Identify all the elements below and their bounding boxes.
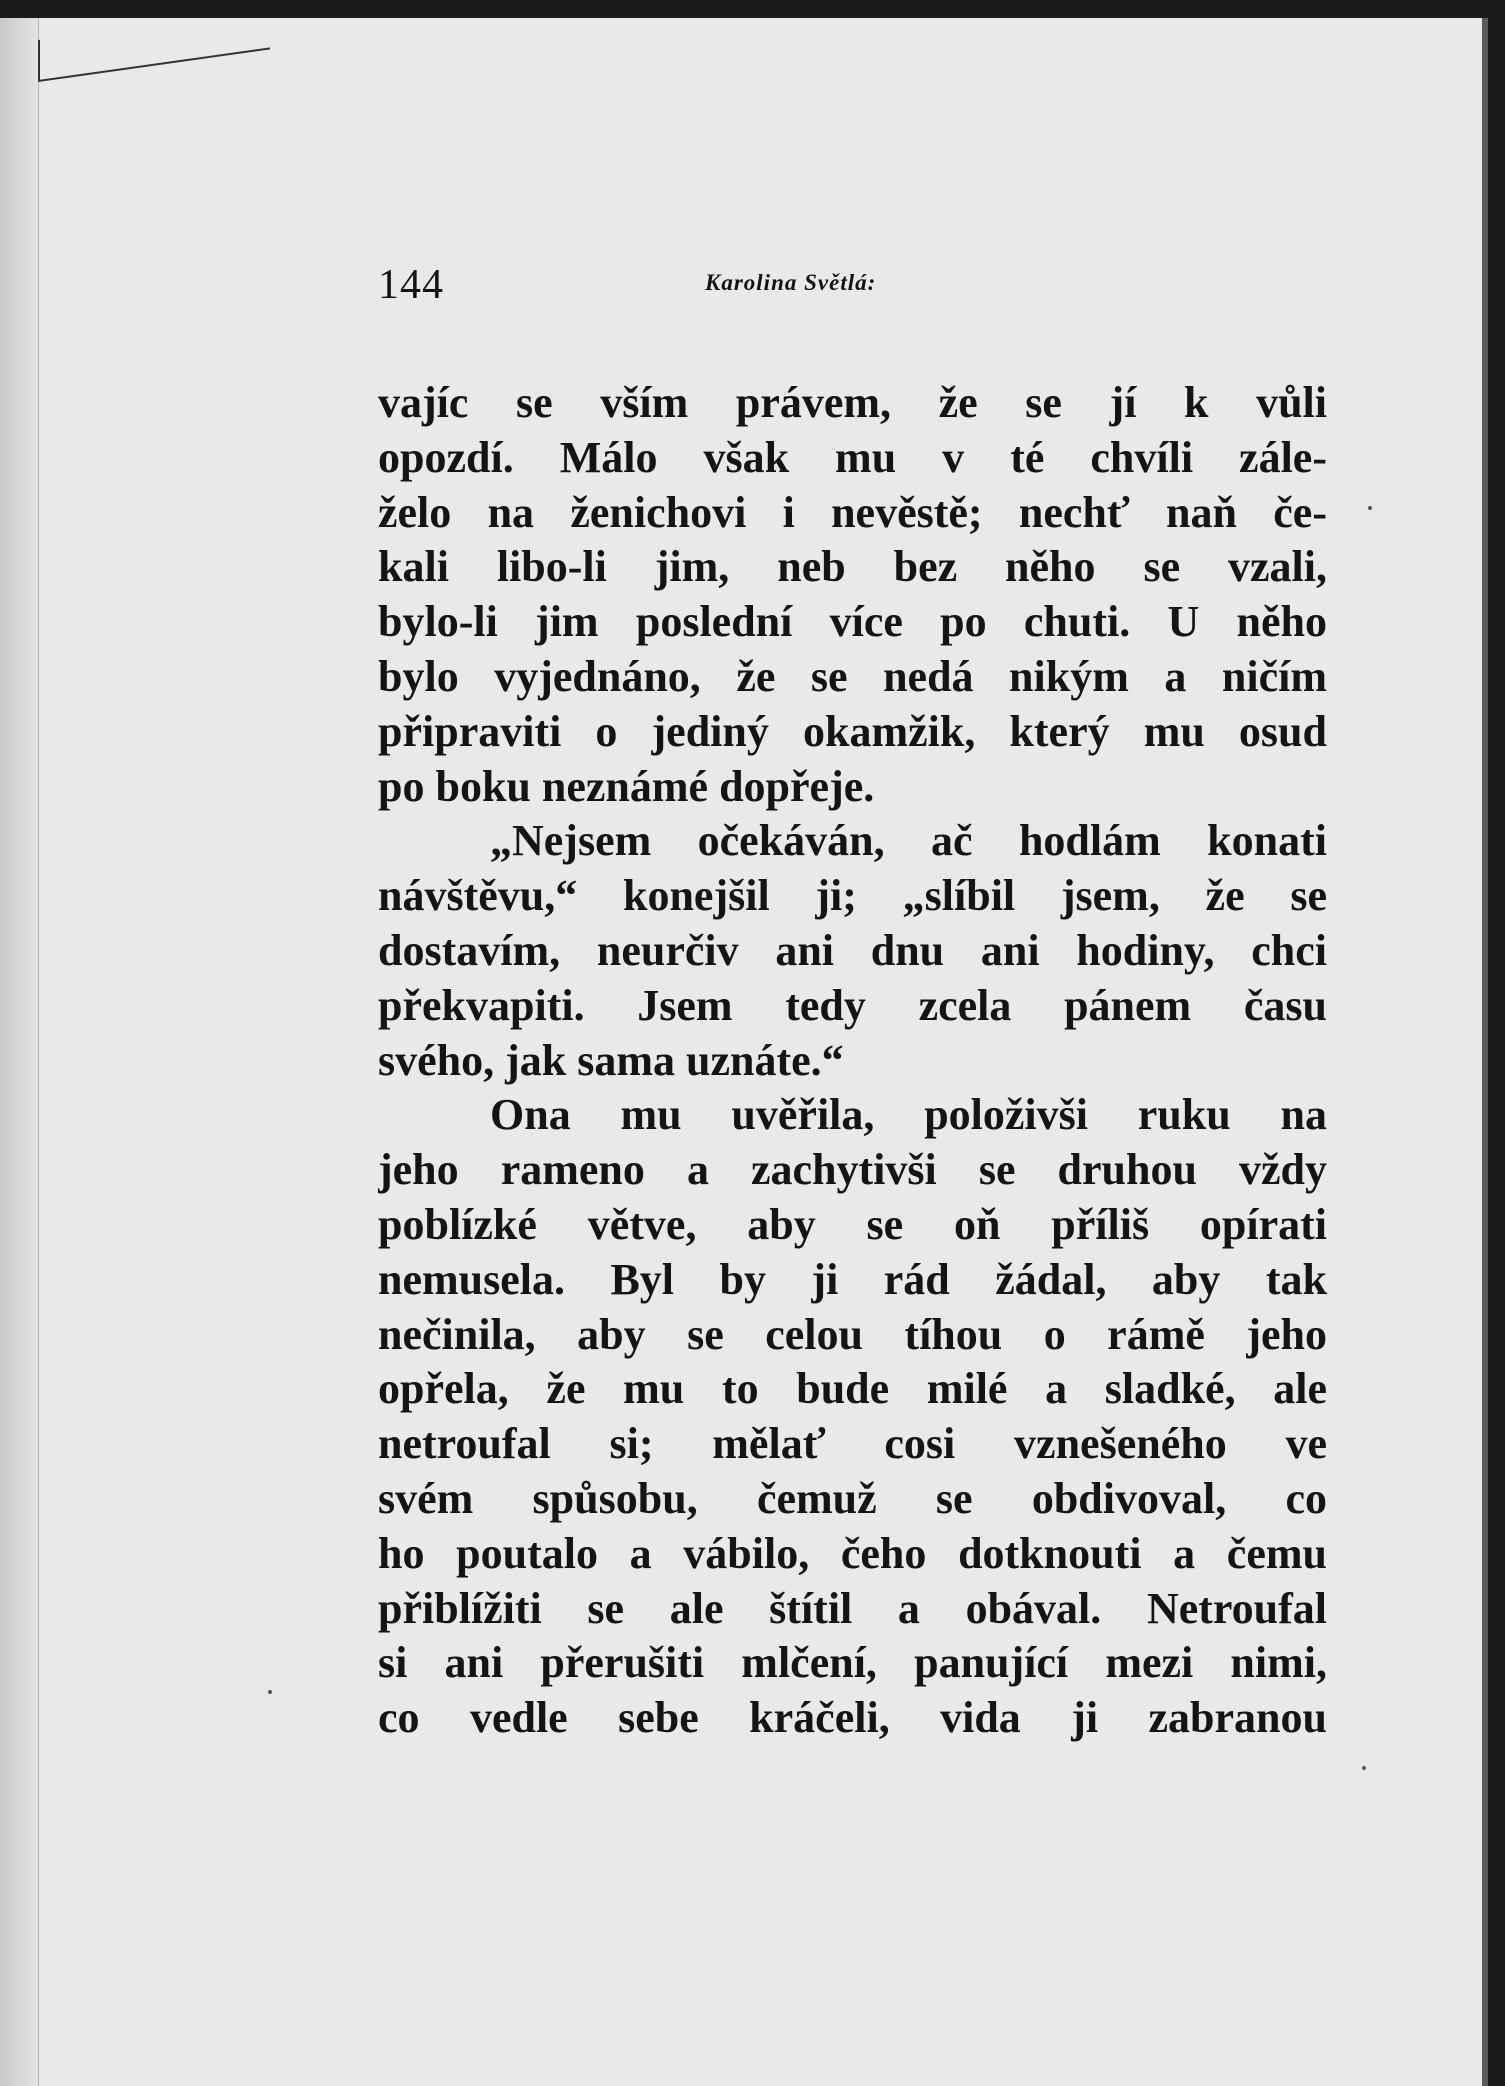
text-line: po boku neznámé dopřeje. bbox=[378, 761, 875, 811]
text-line: „Nejsem očekáván, ač hodlám konati bbox=[490, 816, 1327, 866]
page-number: 144 bbox=[378, 262, 444, 308]
text-line: bylo vyjednáno, že se nedá nikým a ničím bbox=[378, 651, 1327, 701]
running-head: Karolina Světlá: bbox=[705, 270, 877, 295]
text-line: si ani přerušiti mlčení, panující mezi nimi, bbox=[378, 1638, 1327, 1688]
scan-speck bbox=[1362, 1766, 1366, 1770]
paragraph bbox=[378, 1088, 1327, 1746]
text-line: dostavím, neurčiv ani dnu ani hodiny, chci bbox=[378, 925, 1327, 975]
body-text bbox=[378, 376, 1327, 1746]
text-line: návštěvu,“ konejšil ji; „slíbil jsem, že se bbox=[378, 871, 1327, 921]
text-line: kali libo-li jim, neb bez něho se vzali, bbox=[378, 542, 1327, 592]
text-line: bylo-li jim poslední více po chuti. U něho bbox=[378, 597, 1327, 647]
corner-fold-mark bbox=[38, 7, 270, 82]
text-line: co vedle sebe kráčeli, vida ji zabranou bbox=[378, 1693, 1327, 1743]
text-line: přiblížiti se ale štítil a obával. Netroufal bbox=[378, 1583, 1327, 1633]
text-line: jeho rameno a zachytivši se druhou vždy bbox=[378, 1145, 1327, 1195]
text-line: poblízké větve, aby se oň příliš opírati bbox=[378, 1199, 1327, 1249]
text-line: vajíc se vším právem, že se jí k vůli bbox=[378, 378, 1327, 427]
book-page bbox=[0, 18, 1488, 2086]
text-line: netroufal si; mělať cosi vznešeného ve bbox=[378, 1419, 1327, 1469]
scan-binding-edge bbox=[0, 18, 39, 2086]
text-line: nečinila, aby se celou tíhou o rámě jeho bbox=[378, 1309, 1327, 1359]
text-line: opřela, že mu to bude milé a sladké, ale bbox=[378, 1364, 1327, 1414]
text-line: překvapiti. Jsem tedy zcela pánem času bbox=[378, 980, 1327, 1030]
text-line: Ona mu uvěřila, položivši ruku na bbox=[490, 1090, 1327, 1140]
text-line: připraviti o jediný okamžik, který mu osud bbox=[378, 706, 1327, 756]
paragraph bbox=[378, 814, 1327, 1088]
text-line: svého, jak sama uznáte.“ bbox=[378, 1035, 844, 1085]
text-line: ho poutalo a vábilo, čeho dotknouti a čemu bbox=[378, 1528, 1327, 1578]
text-line: nemusela. Byl by ji rád žádal, aby tak bbox=[378, 1254, 1327, 1304]
text-line: želo na ženichovi i nevěstě; nechť naň če- bbox=[378, 487, 1327, 537]
scan-speck bbox=[1368, 506, 1372, 510]
scan-speck bbox=[268, 1690, 272, 1694]
paragraph bbox=[378, 376, 1327, 814]
text-line: svém spůsobu, čemuž se obdivoval, co bbox=[378, 1473, 1327, 1523]
text-line: opozdí. Málo však mu v té chvíli zále- bbox=[378, 432, 1327, 482]
